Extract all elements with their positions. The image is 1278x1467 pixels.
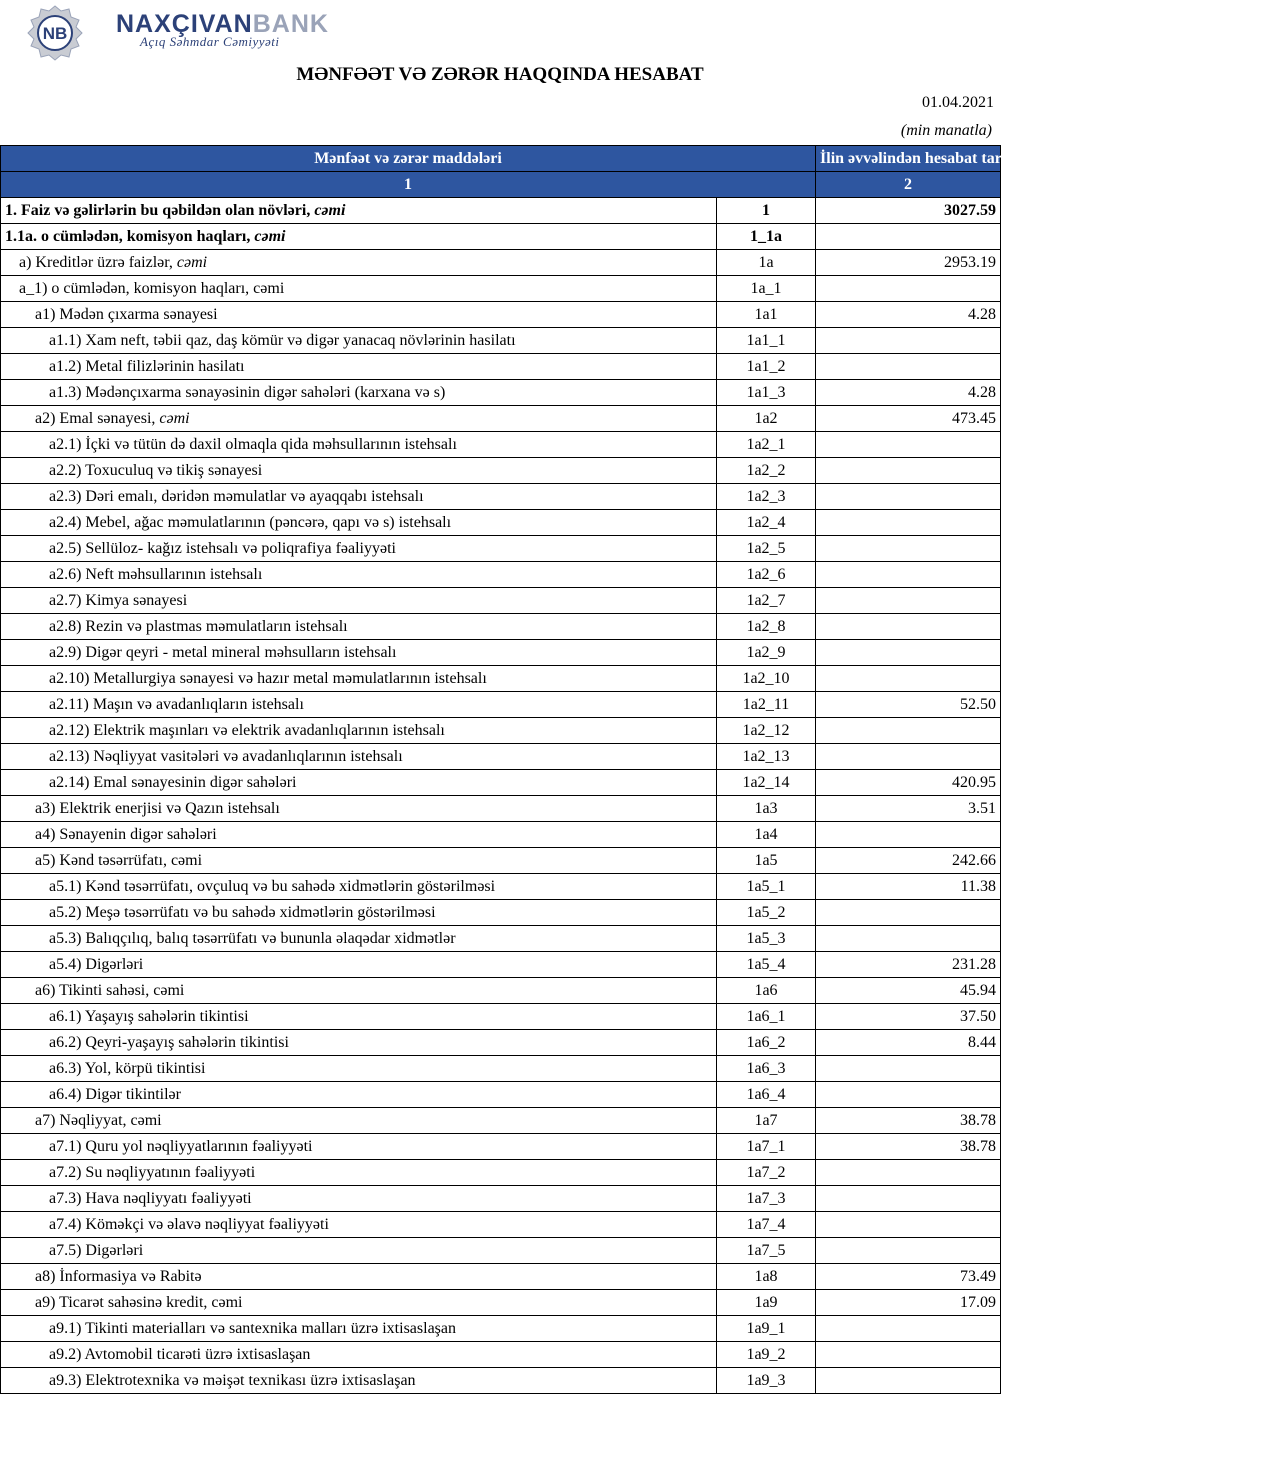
table-row bbox=[1, 484, 1001, 510]
table-row bbox=[1, 1290, 1001, 1316]
row-value bbox=[816, 640, 1001, 666]
row-value: 45.94 bbox=[816, 978, 1001, 1004]
row-label: a2.10) Metallurgiya sənayesi və hazır metal məmulatlarının istehsalı bbox=[1, 666, 717, 692]
row-value: 231.28 bbox=[816, 952, 1001, 978]
row-label: a2.12) Elektrik maşınları və elektrik avadanlıqlarının istehsalı bbox=[1, 718, 717, 744]
table-row bbox=[1, 588, 1001, 614]
row-value bbox=[816, 1368, 1001, 1394]
row-label: a3) Elektrik enerjisi və Qazın istehsalı bbox=[1, 796, 717, 822]
table-row bbox=[1, 1316, 1001, 1342]
row-code: 1a6_3 bbox=[717, 1056, 816, 1082]
table-row bbox=[1, 1134, 1001, 1160]
row-code: 1a bbox=[717, 250, 816, 276]
row-value bbox=[816, 562, 1001, 588]
table-row bbox=[1, 1212, 1001, 1238]
row-label: a) Kreditlər üzrə faizlər, cəmi bbox=[1, 250, 717, 276]
row-code: 1a5_1 bbox=[717, 874, 816, 900]
row-label: a_1) o cümlədən, komisyon haqları, cəmi bbox=[1, 276, 717, 302]
row-label: a7.2) Su nəqliyyatının fəaliyyəti bbox=[1, 1160, 717, 1186]
table-row bbox=[1, 1004, 1001, 1030]
row-code: 1a9 bbox=[717, 1290, 816, 1316]
table-row bbox=[1, 1342, 1001, 1368]
column-number-2: 2 bbox=[816, 172, 1001, 198]
table-row bbox=[1, 458, 1001, 484]
row-code: 1a2_7 bbox=[717, 588, 816, 614]
row-label: a5.3) Balıqçılıq, balıq təsərrüfatı və bununla əlaqədar xidmətlər bbox=[1, 926, 717, 952]
row-value: 4.28 bbox=[816, 302, 1001, 328]
row-label: a2.3) Dəri emalı, dəridən məmulatlar və ayaqqabı istehsalı bbox=[1, 484, 717, 510]
row-label: a2.2) Toxuculuq və tikiş sənayesi bbox=[1, 458, 717, 484]
table-row bbox=[1, 406, 1001, 432]
row-code: 1_1a bbox=[717, 224, 816, 250]
table-row bbox=[1, 1238, 1001, 1264]
row-label: 1. Faiz və gəlirlərin bu qəbildən olan növləri, cəmi bbox=[1, 198, 717, 224]
row-value: 420.95 bbox=[816, 770, 1001, 796]
row-value: 37.50 bbox=[816, 1004, 1001, 1030]
column-header-items: Mənfəət və zərər maddələri bbox=[1, 146, 816, 172]
row-code: 1a5_4 bbox=[717, 952, 816, 978]
table-row bbox=[1, 822, 1001, 848]
row-label: a7.5) Digərləri bbox=[1, 1238, 717, 1264]
row-code: 1a5 bbox=[717, 848, 816, 874]
row-code: 1a2_11 bbox=[717, 692, 816, 718]
column-number-1: 1 bbox=[1, 172, 816, 198]
row-value bbox=[816, 1212, 1001, 1238]
row-value bbox=[816, 744, 1001, 770]
row-label: a2.13) Nəqliyyat vasitələri və avadanlıqlarının istehsalı bbox=[1, 744, 717, 770]
row-label: a1) Mədən çıxarma sənayesi bbox=[1, 302, 717, 328]
row-code: 1a1_3 bbox=[717, 380, 816, 406]
row-value bbox=[816, 1342, 1001, 1368]
row-value bbox=[816, 1238, 1001, 1264]
table-row bbox=[1, 510, 1001, 536]
row-label: a2.6) Neft məhsullarının istehsalı bbox=[1, 562, 717, 588]
table-row bbox=[1, 302, 1001, 328]
row-value bbox=[816, 1186, 1001, 1212]
row-value: 52.50 bbox=[816, 692, 1001, 718]
row-label: a5.2) Meşə təsərrüfatı və bu sahədə xidmətlərin göstərilməsi bbox=[1, 900, 717, 926]
row-code: 1a7_1 bbox=[717, 1134, 816, 1160]
row-code: 1a1_2 bbox=[717, 354, 816, 380]
row-code: 1a6_1 bbox=[717, 1004, 816, 1030]
row-value bbox=[816, 822, 1001, 848]
row-value: 3.51 bbox=[816, 796, 1001, 822]
row-code: 1 bbox=[717, 198, 816, 224]
row-label: a9.3) Elektrotexnika və məişət texnikası üzrə ixtisaslaşan bbox=[1, 1368, 717, 1394]
table-row bbox=[1, 1030, 1001, 1056]
row-label: a9.2) Avtomobil ticarəti üzrə ixtisaslaşan bbox=[1, 1342, 717, 1368]
report-table-body bbox=[1, 198, 1001, 1394]
row-value bbox=[816, 614, 1001, 640]
row-code: 1a2_4 bbox=[717, 510, 816, 536]
svg-text:NB: NB bbox=[42, 24, 68, 43]
row-code: 1a2_14 bbox=[717, 770, 816, 796]
bank-emblem-icon bbox=[12, 4, 98, 62]
table-row bbox=[1, 1160, 1001, 1186]
row-label: 1.1a. o cümlədən, komisyon haqları, cəmi bbox=[1, 224, 717, 250]
row-code: 1a5_3 bbox=[717, 926, 816, 952]
bank-subtitle: Açıq Səhmdar Cəmiyyəti bbox=[140, 34, 280, 49]
row-value bbox=[816, 1160, 1001, 1186]
row-label: a6.1) Yaşayış sahələrin tikintisi bbox=[1, 1004, 717, 1030]
row-value bbox=[816, 1082, 1001, 1108]
row-label: a2.1) İçki və tütün də daxil olmaqla qida məhsullarının istehsalı bbox=[1, 432, 717, 458]
row-value bbox=[816, 666, 1001, 692]
bank-name: NAXÇIVANBANK bbox=[116, 10, 329, 38]
table-row bbox=[1, 276, 1001, 302]
table-row bbox=[1, 718, 1001, 744]
table-row bbox=[1, 978, 1001, 1004]
table-row bbox=[1, 770, 1001, 796]
row-label: a5) Kənd təsərrüfatı, cəmi bbox=[1, 848, 717, 874]
row-code: 1a7_3 bbox=[717, 1186, 816, 1212]
row-label: a1.1) Xam neft, təbii qaz, daş kömür və digər yanacaq növlərinin hasilatı bbox=[1, 328, 717, 354]
row-value bbox=[816, 536, 1001, 562]
row-value: 17.09 bbox=[816, 1290, 1001, 1316]
row-code: 1a2_12 bbox=[717, 718, 816, 744]
table-row bbox=[1, 874, 1001, 900]
row-value bbox=[816, 224, 1001, 250]
table-row bbox=[1, 224, 1001, 250]
row-label: a5.4) Digərləri bbox=[1, 952, 717, 978]
row-code: 1a5_2 bbox=[717, 900, 816, 926]
table-header-row bbox=[1, 146, 1001, 172]
row-label: a9) Ticarət sahəsinə kredit, cəmi bbox=[1, 1290, 717, 1316]
row-code: 1a2_10 bbox=[717, 666, 816, 692]
column-header-period: İlin əvvəlindən hesabat tarixinədək, hesabat tarixi də daxil olmaqla bbox=[816, 146, 1001, 172]
table-row bbox=[1, 562, 1001, 588]
table-row bbox=[1, 1082, 1001, 1108]
row-code: 1a2_2 bbox=[717, 458, 816, 484]
row-code: 1a2 bbox=[717, 406, 816, 432]
table-row bbox=[1, 900, 1001, 926]
table-row bbox=[1, 1056, 1001, 1082]
row-label: a7.1) Quru yol nəqliyyatlarının fəaliyyəti bbox=[1, 1134, 717, 1160]
row-value bbox=[816, 510, 1001, 536]
row-value bbox=[816, 484, 1001, 510]
row-value bbox=[816, 718, 1001, 744]
row-code: 1a2_9 bbox=[717, 640, 816, 666]
report-date: 01.04.2021 bbox=[922, 94, 994, 111]
row-label: a6) Tikinti sahəsi, cəmi bbox=[1, 978, 717, 1004]
row-code: 1a2_8 bbox=[717, 614, 816, 640]
row-value bbox=[816, 588, 1001, 614]
table-row bbox=[1, 328, 1001, 354]
table-row bbox=[1, 432, 1001, 458]
table-row bbox=[1, 1108, 1001, 1134]
row-label: a2.11) Maşın və avadanlıqların istehsalı bbox=[1, 692, 717, 718]
row-code: 1a2_6 bbox=[717, 562, 816, 588]
table-row bbox=[1, 848, 1001, 874]
row-value bbox=[816, 1316, 1001, 1342]
row-code: 1a4 bbox=[717, 822, 816, 848]
row-value: 8.44 bbox=[816, 1030, 1001, 1056]
row-value bbox=[816, 354, 1001, 380]
table-row bbox=[1, 744, 1001, 770]
bank-logo bbox=[8, 2, 348, 60]
row-label: a9.1) Tikinti materialları və santexnika malları üzrə ixtisaslaşan bbox=[1, 1316, 717, 1342]
row-value bbox=[816, 900, 1001, 926]
row-code: 1a7_2 bbox=[717, 1160, 816, 1186]
row-label: a7) Nəqliyyat, cəmi bbox=[1, 1108, 717, 1134]
row-value bbox=[816, 1056, 1001, 1082]
row-label: a2.4) Mebel, ağac məmulatlarının (pəncərə, qapı və s) istehsalı bbox=[1, 510, 717, 536]
row-code: 1a2_1 bbox=[717, 432, 816, 458]
row-label: a8) İnformasiya və Rabitə bbox=[1, 1264, 717, 1290]
row-code: 1a9_3 bbox=[717, 1368, 816, 1394]
row-code: 1a6 bbox=[717, 978, 816, 1004]
row-code: 1a7_5 bbox=[717, 1238, 816, 1264]
row-value bbox=[816, 432, 1001, 458]
row-value: 2953.19 bbox=[816, 250, 1001, 276]
row-value: 242.66 bbox=[816, 848, 1001, 874]
table-row bbox=[1, 250, 1001, 276]
table-row bbox=[1, 796, 1001, 822]
row-value bbox=[816, 458, 1001, 484]
row-label: a2.8) Rezin və plastmas məmulatların istehsalı bbox=[1, 614, 717, 640]
table-row bbox=[1, 1186, 1001, 1212]
table-row bbox=[1, 614, 1001, 640]
row-label: a6.4) Digər tikintilər bbox=[1, 1082, 717, 1108]
table-row bbox=[1, 640, 1001, 666]
row-label: a2) Emal sənayesi, cəmi bbox=[1, 406, 717, 432]
row-code: 1a6_2 bbox=[717, 1030, 816, 1056]
table-row bbox=[1, 666, 1001, 692]
row-code: 1a3 bbox=[717, 796, 816, 822]
row-code: 1a8 bbox=[717, 1264, 816, 1290]
table-row bbox=[1, 380, 1001, 406]
row-code: 1a2_13 bbox=[717, 744, 816, 770]
row-label: a4) Sənayenin digər sahələri bbox=[1, 822, 717, 848]
row-label: a7.4) Köməkçi və əlavə nəqliyyat fəaliyyəti bbox=[1, 1212, 717, 1238]
row-code: 1a6_4 bbox=[717, 1082, 816, 1108]
table-row bbox=[1, 1368, 1001, 1394]
row-code: 1a1 bbox=[717, 302, 816, 328]
report-unit: (min manatla) bbox=[900, 122, 992, 139]
row-code: 1a2_3 bbox=[717, 484, 816, 510]
row-label: a2.14) Emal sənayesinin digər sahələri bbox=[1, 770, 717, 796]
row-code: 1a_1 bbox=[717, 276, 816, 302]
row-code: 1a2_5 bbox=[717, 536, 816, 562]
report-table bbox=[0, 145, 1278, 1394]
row-code: 1a7 bbox=[717, 1108, 816, 1134]
table-row bbox=[1, 692, 1001, 718]
row-value bbox=[816, 328, 1001, 354]
row-value: 3027.59 bbox=[816, 198, 1001, 224]
table-row bbox=[1, 1264, 1001, 1290]
row-value: 38.78 bbox=[816, 1108, 1001, 1134]
row-label: a5.1) Kənd təsərrüfatı, ovçuluq və bu sahədə xidmətlərin göstərilməsi bbox=[1, 874, 717, 900]
row-code: 1a1_1 bbox=[717, 328, 816, 354]
table-row bbox=[1, 952, 1001, 978]
row-code: 1a7_4 bbox=[717, 1212, 816, 1238]
row-label: a1.3) Mədənçıxarma sənayəsinin digər sahələri (karxana və s) bbox=[1, 380, 717, 406]
row-value bbox=[816, 276, 1001, 302]
row-code: 1a9_2 bbox=[717, 1342, 816, 1368]
table-row bbox=[1, 926, 1001, 952]
row-label: a2.7) Kimya sənayesi bbox=[1, 588, 717, 614]
row-value: 473.45 bbox=[816, 406, 1001, 432]
table-row bbox=[1, 354, 1001, 380]
row-label: a2.5) Sellüloz- kağız istehsalı və poliqrafiya fəaliyyəti bbox=[1, 536, 717, 562]
report-title: MƏNFƏƏT VƏ ZƏRƏR HAQQINDA HESABAT bbox=[296, 64, 704, 85]
row-code: 1a9_1 bbox=[717, 1316, 816, 1342]
row-label: a7.3) Hava nəqliyyatı fəaliyyəti bbox=[1, 1186, 717, 1212]
row-value: 4.28 bbox=[816, 380, 1001, 406]
row-label: a6.3) Yol, körpü tikintisi bbox=[1, 1056, 717, 1082]
row-label: a2.9) Digər qeyri - metal mineral məhsulların istehsalı bbox=[1, 640, 717, 666]
row-value: 11.38 bbox=[816, 874, 1001, 900]
row-value: 38.78 bbox=[816, 1134, 1001, 1160]
row-value: 73.49 bbox=[816, 1264, 1001, 1290]
column-number-row bbox=[1, 172, 1001, 198]
row-value bbox=[816, 926, 1001, 952]
table-row bbox=[1, 536, 1001, 562]
row-label: a6.2) Qeyri-yaşayış sahələrin tikintisi bbox=[1, 1030, 717, 1056]
table-row bbox=[1, 198, 1001, 224]
row-label: a1.2) Metal filizlərinin hasilatı bbox=[1, 354, 717, 380]
